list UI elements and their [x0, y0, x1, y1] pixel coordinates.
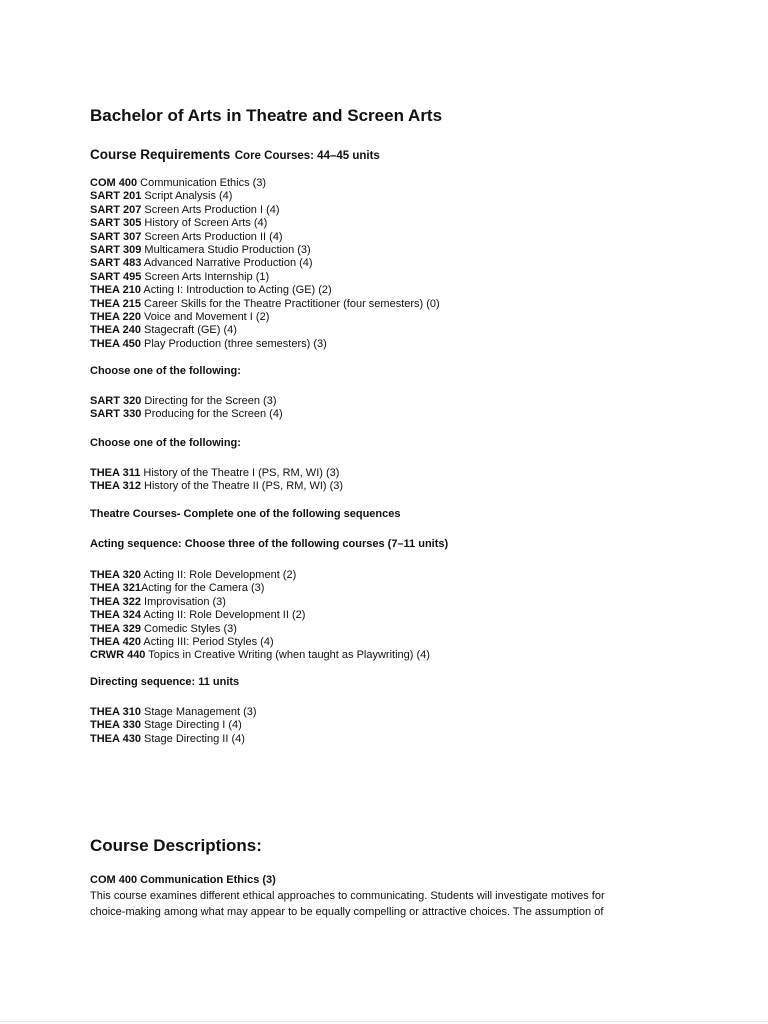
- course-item: THEA 420 Acting III: Period Styles (4): [90, 636, 274, 649]
- choose-one-list: [90, 467, 343, 494]
- course-item: THEA 320 Acting II: Role Development (2): [90, 569, 297, 581]
- course-description-text: This course examines different ethical approaches to communicating. Students will investigate motives for choice-making among what may appear to be equally compelling or attractive choices. The assumption of: [90, 890, 605, 918]
- course-item: THEA 324 Acting II: Role Development II (2): [90, 609, 306, 622]
- page-bottom-divider: [0, 1021, 768, 1022]
- directing-sequence-heading: Directing sequence: 11 units: [90, 676, 240, 688]
- core-courses-label: Core Courses: 44–45 units: [234, 150, 380, 162]
- course-item: SART 307 Screen Arts Production II (4): [90, 230, 283, 243]
- course-item: SART 201 Script Analysis (4): [90, 190, 233, 203]
- acting-sequence-heading: Acting sequence: Choose three of the following courses (7–11 units): [90, 538, 449, 550]
- choose-one-list: [90, 395, 283, 422]
- course-item: SART 495 Screen Arts Internship (1): [90, 270, 270, 283]
- course-item: THEA 310 Stage Management (3): [90, 706, 257, 718]
- course-item: SART 207 Screen Arts Production I (4): [90, 203, 280, 216]
- course-item: THEA 329 Comedic Styles (3): [90, 622, 237, 635]
- course-item: THEA 240 Stagecraft (GE) (4): [90, 324, 237, 337]
- course-item: THEA 312 History of the Theatre II (PS, RM, WI) (3): [90, 480, 344, 493]
- requirements-label: Course Requirements: [90, 147, 231, 162]
- course-item: COM 400 Communication Ethics (3): [90, 177, 267, 189]
- core-course-list: [90, 177, 440, 351]
- course-item: THEA 220 Voice and Movement I (2): [90, 311, 270, 324]
- page-title: Bachelor of Arts in Theatre and Screen Arts: [90, 106, 443, 125]
- course-item: THEA 450 Play Production (three semesters) (3): [90, 337, 327, 350]
- choose-one-heading: Choose one of the following:: [90, 437, 241, 449]
- course-item: CRWR 440 Topics in Creative Writing (when taught as Playwriting) (4): [90, 649, 430, 662]
- course-item: THEA 311 History of the Theatre I (PS, RM, WI) (3): [90, 467, 340, 479]
- course-description-title: COM 400 Communication Ethics (3): [90, 874, 276, 886]
- theatre-courses-heading: Theatre Courses- Complete one of the following sequences: [90, 508, 401, 520]
- course-item: THEA 215 Career Skills for the Theatre Practitioner (four semesters) (0): [90, 297, 440, 310]
- course-item: THEA 321Acting for the Camera (3): [90, 582, 265, 595]
- acting-sequence-list: [90, 569, 430, 663]
- course-item: SART 305 History of Screen Arts (4): [90, 217, 268, 230]
- course-requirements-heading: [90, 146, 380, 164]
- course-item: SART 483 Advanced Narrative Production (4): [90, 257, 313, 270]
- course-item: SART 320 Directing for the Screen (3): [90, 395, 277, 407]
- directing-sequence-list: [90, 706, 257, 746]
- course-descriptions-heading: Course Descriptions:: [90, 836, 262, 855]
- course-item: THEA 330 Stage Directing I (4): [90, 719, 242, 732]
- course-item: SART 309 Multicamera Studio Production (3): [90, 244, 311, 257]
- course-item: THEA 322 Improvisation (3): [90, 595, 226, 608]
- course-item: SART 330 Producing for the Screen (4): [90, 408, 283, 421]
- choose-one-heading: Choose one of the following:: [90, 365, 241, 377]
- course-item: THEA 210 Acting I: Introduction to Acting (GE) (2): [90, 284, 332, 297]
- course-item: THEA 430 Stage Directing II (4): [90, 732, 245, 745]
